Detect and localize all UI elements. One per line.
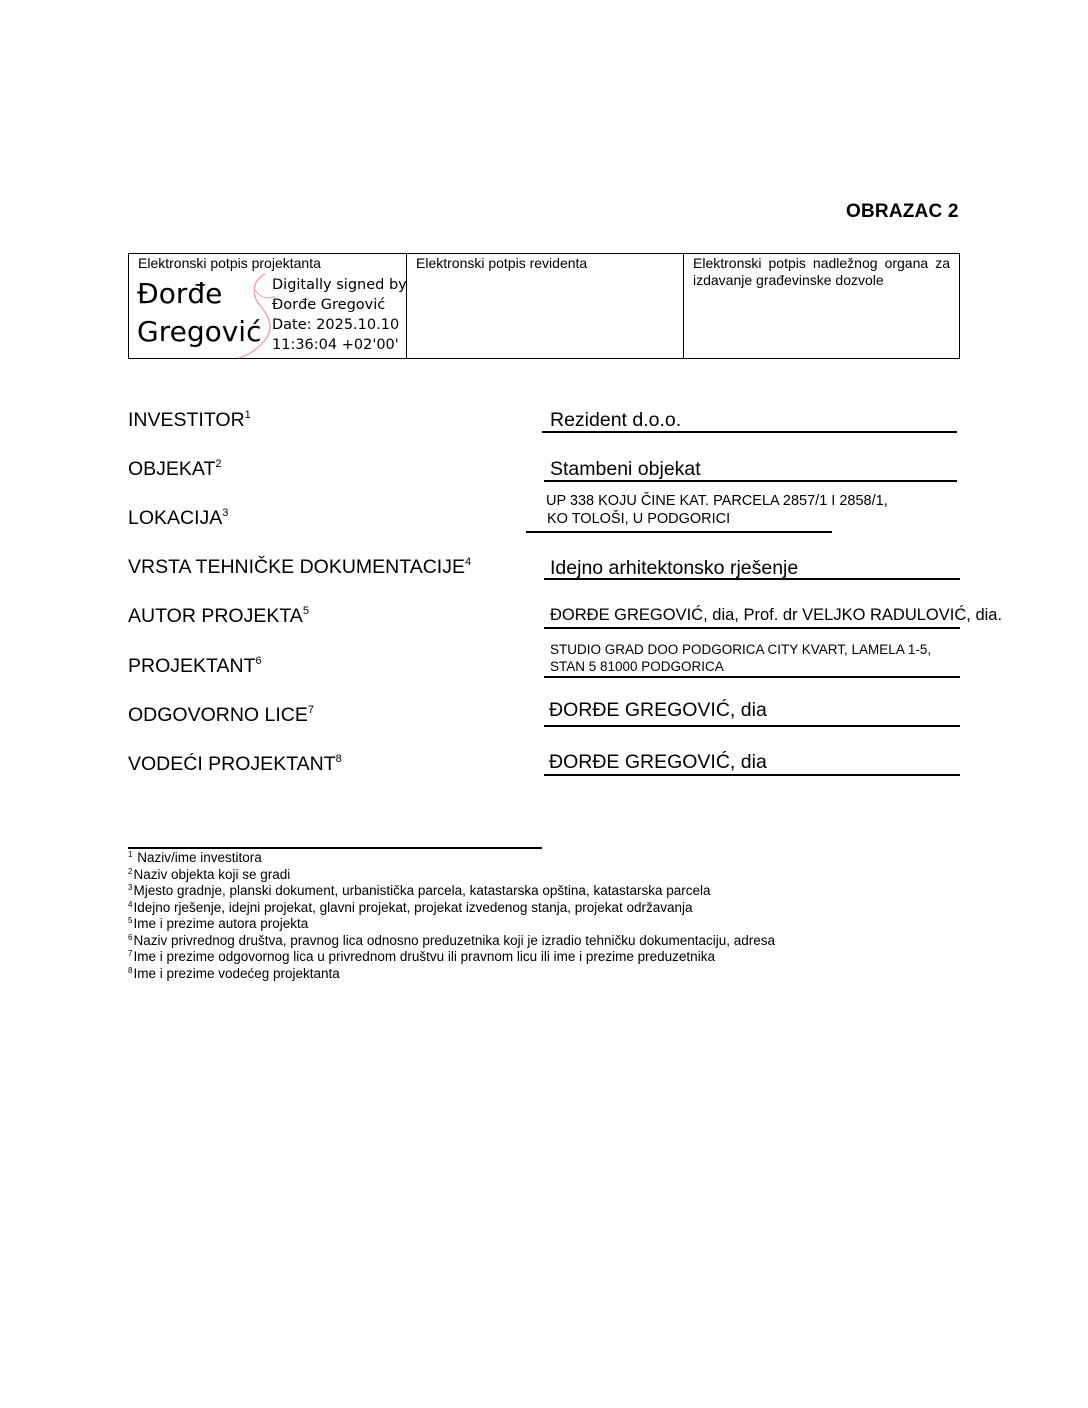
form-number: OBRAZAC 2 [846,201,959,222]
responsible-person-value: ĐORĐE GREGOVIĆ, dia [549,699,767,721]
location-underline [526,531,832,533]
authority-signature-cell[interactable] [683,254,959,358]
designer-name-last: Gregović [137,315,262,348]
lead-designer-underline [544,774,960,776]
designer-signature-header: Elektronski potpis projektanta [138,255,321,271]
responsible-person-label: ODGOVORNO LICE$^7$ [128,704,314,726]
object-label: OBJEKAT$^2$ [128,458,222,480]
project-author-underline [544,627,960,629]
documentation-type-value: Idejno arhitektonsko rješenje [550,557,799,579]
signed-by-name: Đorđe Gregović [272,297,386,313]
signed-by-label: Digitally signed by [272,277,407,293]
location-label: LOKACIJA$^3$ [128,507,229,529]
project-author-value: ĐORĐE GREGOVIĆ, dia, Prof. dr VELJKO RADULOVIĆ, dia. [550,606,1003,624]
footnote-item: $^5$Ime i prezime autora projekta [128,916,309,931]
signature-table [128,253,960,359]
footnote-item: $^1$ Naziv/ime investitora [128,850,262,865]
footnote-item: $^4$Idejno rješenje, idejni projekat, glavni projekat, projekat izvedenog stanja, projekat održavanja [128,899,693,915]
signed-time: 11:36:04 +02'00' [272,337,399,353]
designer-value [550,641,931,675]
designer-underline [544,676,960,678]
lead-designer-value: ĐORĐE GREGOVIĆ, dia [549,751,767,773]
footnotes [128,850,775,982]
designer-name-first: Đorđe [137,277,223,310]
designer-value-line1: STUDIO GRAD DOO PODGORICA CITY KVART, LAMELA 1-5, [550,642,932,657]
investor-value: Rezident d.o.o. [550,409,682,431]
designer-value-line2: STAN 5 81000 PODGORICA [550,659,724,674]
footnote-item: $^3$Mjesto gradnje, planski dokument, urbanistička parcela, katastarska opština, katastarska parcela [128,883,711,898]
responsible-person-underline [544,725,960,727]
documentation-type-label: VRSTA TEHNIČKE DOKUMENTACIJE$^4$ [128,556,472,578]
investor-label: INVESTITOR$^1$ [128,409,251,431]
location-value-line1: UP 338 KOJU ČINE KAT. PARCELA 2857/1 I 2858/1, [546,493,888,509]
signed-date: Date: 2025.10.10 [272,317,400,333]
location-value-line2: KO TOLOŠI, U PODGORICI [547,511,731,527]
authority-signature-header: Elektronski potpis nadležnog organa za izdavanje građevinske dozvole [693,255,950,288]
documentation-type-underline [544,578,960,580]
object-underline [544,480,957,482]
footnote-item: $^8$Ime i prezime vodećeg projektanta [128,965,340,981]
reviewer-signature-header: Elektronski potpis revidenta [416,255,588,271]
reviewer-signature-cell[interactable] [406,254,683,358]
project-author-label: AUTOR PROJEKTA$^5$ [128,605,309,627]
lead-designer-label: VODEĆI PROJEKTANT$^8$ [128,753,342,775]
investor-underline [542,431,957,433]
designer-signature-cell[interactable] [129,254,406,358]
footnote-item: $^6$Naziv privrednog društva, pravnog lica odnosno preduzetnika koji je izradio tehničku dokumentaciju, adresa [128,932,776,948]
location-value [546,492,888,528]
designer-label: PROJEKTANT$^6$ [128,655,262,677]
footnote-divider [128,847,542,849]
footnote-item: $^7$Ime i prezime odgovornog lica u privrednom društvu ili pravnom licu ili ime i prezime preduzetnika [128,949,715,964]
object-value: Stambeni objekat [550,458,701,480]
digital-signature-details [272,275,407,355]
footnote-item: $^2$Naziv objekta koji se gradi [128,866,291,882]
